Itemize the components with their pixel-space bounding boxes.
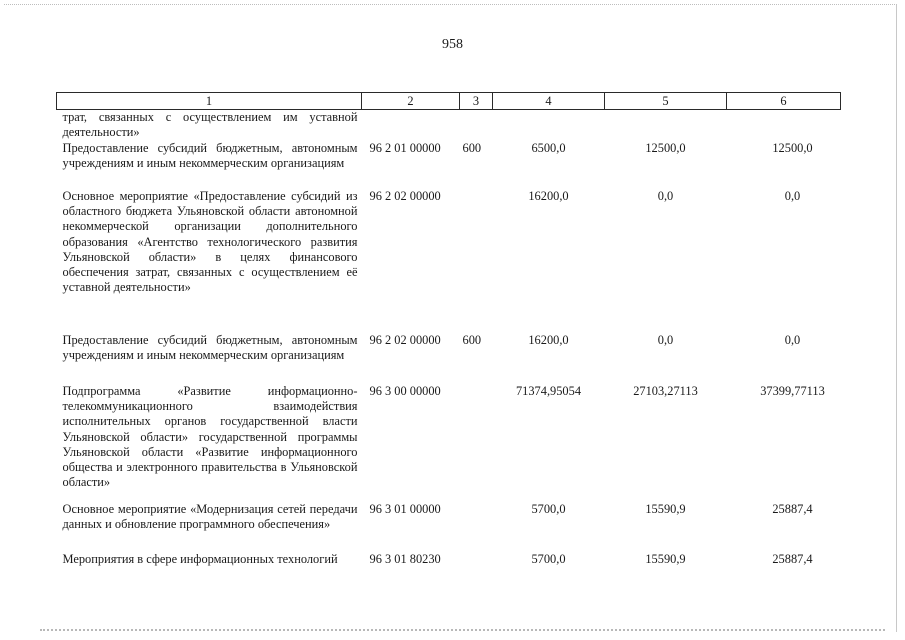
row-expense-type [460, 502, 493, 552]
page-number: 958 [442, 37, 463, 52]
row-value-4: 5700,0 [531, 552, 566, 566]
header-cell-2: 2 [362, 93, 460, 110]
row-code: 96 2 01 00000 [369, 141, 441, 155]
row-value-5: 0,0 [657, 333, 674, 347]
header-cell-1: 1 [57, 93, 362, 110]
row-value-5: 12500,0 [645, 141, 686, 155]
row-value-4: 71374,95054 [515, 384, 582, 398]
row-value-5: 0,0 [657, 189, 674, 203]
row-value-6: 37399,77113 [760, 384, 825, 398]
table-row [57, 141, 841, 189]
row-value-6: 25887,4 [772, 502, 813, 516]
header-cell-5: 5 [605, 93, 727, 110]
row-code [362, 110, 460, 142]
row-value-6: 25887,4 [772, 552, 813, 566]
row-expense-type: 600 [462, 141, 482, 155]
row-code: 96 3 01 00000 [369, 502, 441, 516]
table-row [57, 502, 841, 552]
header-row [57, 93, 841, 110]
row-value-5: 15590,9 [645, 502, 686, 516]
row-name: Предоставление субсидий бюджетным, автономным учреждениям и иным некоммерческим организациям [62, 141, 358, 171]
table-row [57, 189, 841, 331]
row-value-5 [605, 110, 727, 142]
row-value-4: 16200,0 [528, 189, 569, 203]
row-code: 96 2 02 00000 [369, 189, 441, 203]
row-code: 96 2 02 00000 [369, 333, 441, 347]
table-row [57, 110, 841, 142]
row-value-6 [727, 110, 841, 142]
row-name: Основное мероприятие «Предоставление субсидий из областного бюджета Ульяновской области автономной некоммерческой организации дополнительного образования «Агентство технологического развития Ульяновской области» в целях финансового обеспечения затрат, связанных с осуществлением её уставной деятельности» [62, 189, 358, 295]
row-value-6: 0,0 [784, 189, 801, 203]
row-name: Основное мероприятие «Модернизация сетей передачи данных и обновление программного обеспечения» [62, 502, 358, 532]
row-name: Мероприятия в сфере информационных технологий [62, 552, 338, 566]
header-cell-6: 6 [727, 93, 841, 110]
row-value-4 [493, 110, 605, 142]
table-row [57, 384, 841, 502]
row-name: Подпрограмма «Развитие информационно-телекоммуникационного взаимодействия исполнительных органов государственной власти Ульяновской области» государственной программы Ульяновской области «Развитие информационного общества и электронного правительства в Ульяновской области» [62, 384, 358, 490]
scan-edge [40, 629, 885, 633]
header-cell-3: 3 [460, 93, 493, 110]
row-expense-type [460, 110, 493, 142]
header-cell-4: 4 [493, 93, 605, 110]
row-code: 96 3 01 80230 [369, 552, 441, 566]
row-value-4: 16200,0 [528, 333, 569, 347]
row-expense-type [460, 189, 493, 331]
table-row [57, 331, 841, 384]
row-expense-type [460, 552, 493, 588]
row-code: 96 3 00 00000 [369, 384, 441, 398]
row-value-6: 0,0 [784, 333, 801, 347]
row-value-4: 6500,0 [531, 141, 566, 155]
row-value-6: 12500,0 [772, 141, 813, 155]
row-name: Предоставление субсидий бюджетным, автономным учреждениям и иным некоммерческим организациям [62, 333, 358, 363]
table-row [57, 552, 841, 588]
row-value-4: 5700,0 [531, 502, 566, 516]
row-value-5: 27103,27113 [633, 384, 698, 398]
row-expense-type [460, 384, 493, 502]
budget-table [56, 92, 841, 588]
row-name: трат, связанных с осуществлением им уставной деятельности» [62, 110, 358, 140]
row-expense-type: 600 [462, 333, 482, 347]
row-value-5: 15590,9 [645, 552, 686, 566]
